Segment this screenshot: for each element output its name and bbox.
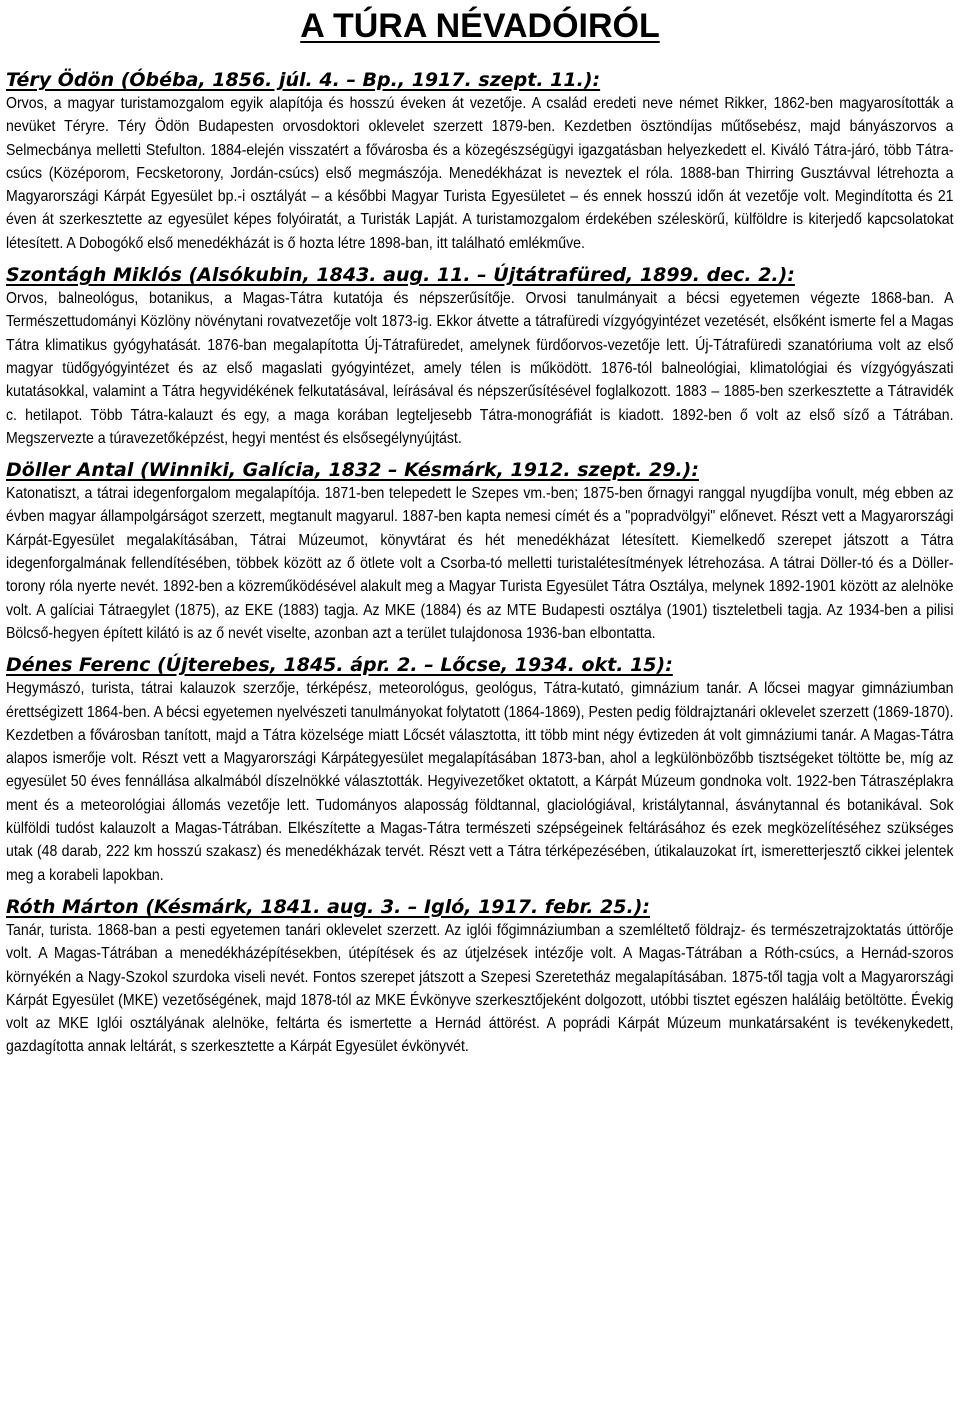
section-heading: Szontágh Miklós (Alsókubin, 1843. aug. 11. – Újtátrafüred, 1899. dec. 2.): [6,264,795,287]
section-body: Katonatiszt, a tátrai idegenforgalom megalapítója. 1871-ben telepedett le Szepes vm.-ben; 1875-ben őrnagyi ranggal nyugdíjba vonult, még ebben az évben magyar állampolgárságot szerzett, megtanult magyarul. 1887-ben kapta nemesi címét és a "popradvölgyi" előnevet. Részt vett a Magyarországi Kárpát-Egyesület megalakításában, Tátrai Múzeumot, könyvtárat és hét menedékházat létesített. Kiemelkedő szerepet játszott a Tátra idegenforgalmának fellendítésében, többek között az ő ötlete volt a Csorba-tó melletti turistalétesítmények létrehozása. A tátrai Döller-tó és a Döller-torony róla nyerte nevét. 1892-ben a közreműködésével alakult meg a Magyar Turista Egyesület Tátra Osztálya, melynek 1892-1901 között az alelnöke volt. A galíciai Tátraegylet (1875), az EKE (1883) tagja. Az MKE (1884) és az MTE Budapesti osztálya (1901) tiszteletbeli tagja. Az 1934-ben a pilisi Bölcső-hegyen épített kilátó is az ő nevét viselte, azonban azt a terület tulajdonosa 1936-ban elbontatta. [6,485,954,642]
section-body: Hegymászó, turista, tátrai kalauzok szerzője, térképész, meteorológus, geológus, Tátra-kutató, gimnázium tanár. A lőcsei magyar gimnáziumban érettségizett 1864-ben. A bécsi egyetemen nyelvészeti tanulmányokat folytatott (1864-1869), Pesten pedig földrajztanári oklevelet szerzett (1869-1870). Kezdetben a fővárosban tanított, majd a Tátra közelsége miatt Lőcsét választotta, itt több mint négy évtizeden át volt gimnáziumi tanár. A Magas-Tátra alapos ismerője volt. Részt vett a Magyarországi Kárpátegyesület megalapításában 1873-ban, ahol a legkülönbözőbb tisztségeket töltötte be, míg az egyesület 50 éves fennállása alkalmából díszelnökké választották. Hegyivezetőket oktatott, a Kárpát Múzeum gondnoka volt. 1922-ben Tátraszéplakra ment és a meteorológiai állomás vezetője lett. Tudományos alaposság földtannal, glaciológiával, kristálytannal, ásványtannal és botanikával. Sok külföldi tudóst kalauzolt a Magas-Tátrában. Elkészítette a Magas-Tátra természeti szépségeinek feltárásához és ezek megközelítéséhez szükséges utak (48 darab, 222 km hosszú szakasz) és menedékházak tervét. Részt vett a Tátra térképezésében, útikalauzokat írt, ismeretterjesztő cikkei jelentek meg a korabeli lapokban. [6,680,954,884]
section-body: Orvos, a magyar turistamozgalom egyik alapítója és hosszú éveken át vezetője. A család eredeti neve német Rikker, 1862-ben magyarosították a nevüket Téryre. Téry Ödön Budapesten orvosdoktori oklevelet szerzett 1879-ben. Kezdetben ösztöndíjas műtősebész, majd bányászorvos a Selmecbánya melletti Stefulton. 1884-elején visszatért a fővárosba és a közegészségügyi igazgatásban helyezkedett el. Kiváló Tátra-járó, több Tátra-csúcs (Középorom, Fecsketorony, Jordán-csúcs) első megmászója. Menedékházat is neveztek el róla. 1888-ban Thirring Gusztávval létrehozta a Magyarországi Kárpát Egyesület bp.-i osztályát – a későbbi Magyar Turista Egyesületet – és ennek hosszú időn át vezetője volt. Megindította és 21 éven át szerkesztette az egyesület képes folyóiratát, a Turisták Lapját. A turistamozgalom érdekében széleskörű, külföldre is kiterjedő kapcsolatokat létesített. A Dobogókő első menedékházát is ő hozta létre 1898-ban, itt található emlékműve. [6,95,954,252]
section-body: Orvos, balneológus, botanikus, a Magas-Tátra kutatója és népszerűsítője. Orvosi tanulmányait a bécsi egyetemen végezte 1868-ban. A Természettudományi Közlöny növénytani rovatvezetője volt 1873-ig. Ekkor átvette a tátrafüredi vízgyógyintézet vezetését, elsőként ismerte fel a Magas Tátra klimatikus gyógyhatását. 1876-ban megalapította Új-Tátrafüredet, amelynek fürdőorvos-vezetője lett. Új-Tátrafüredi szanatóriuma volt az első magyar tüdőgyógyintézet és az első magaslati gyógyintézet, amely télen is működött. 1876-tól balneológiai, klimatológiai és vízgyógyászati kutatásokkal, valamint a Tátra hegyvidékének felkutatásával, leírásával és népszerűsítésével foglalkozott. 1883 – 1885-ben szerkesztette a Tátravidék c. hetilapot. Több Tátra-kalauzt és egy, a maga korában legteljesebb Tátra-monográfiát is kiadott. 1892-ben ő volt az első síző a Tátrában. Megszervezte a túravezetőképzést, hegyi mentést és elsősegélynyújtást. [6,290,954,447]
section-denes-ferenc [6,653,954,887]
section-heading: Téry Ödön (Óbéba, 1856. júl. 4. – Bp., 1917. szept. 11.): [6,69,601,91]
document-page [6,0,954,1059]
section-szontagh-miklos [6,263,954,450]
page-title: A TÚRA NÉVADÓIRÓL [300,7,660,45]
section-tery-odon [6,68,954,255]
section-roth-marton [6,895,954,1059]
section-heading: Dénes Ferenc (Újterebes, 1845. ápr. 2. – Lőcse, 1934. okt. 15): [6,654,673,677]
section-heading: Róth Márton (Késmárk, 1841. aug. 3. – Igló, 1917. febr. 25.): [6,895,650,918]
section-body: Tanár, turista. 1868-ban a pesti egyetemen tanári oklevelet szerzett. Az iglói főgimnáziumban a szemléltető földrajz- és természetrajzoktatás úttörője volt. A Magas-Tátrában a menedékházépítésekben, útépítések és az útjelzések intézője volt. A Magas-Tátrában a Róth-csúcs, a Hernád-szoros környékén a Nagy-Szokol szurdoka viseli nevét. Fontos szerepet játszott a Szepesi Szeretetház megalapításában. 1875-től tagja volt a Magyarországi Kárpát Egyesület (MKE) vezetőségének, majd 1878-tól az MKE Évkönyve szerkesztőjeként dolgozott, utóbbi tisztet egészen haláláig betöltötte. Évekig volt az MKE Iglói osztályának alelnöke, feltárta és ismertette a Hernád áttörést. A poprádi Kárpát Múzeum munkatársaként is tevékenykedett, gazdagította annak leltárát, s szerkesztette a Kárpát Egyesület évkönyvét. [6,921,954,1056]
section-doller-antal [6,458,954,645]
section-heading: Döller Antal (Winniki, Galícia, 1832 – Késmárk, 1912. szept. 29.): [6,459,699,482]
